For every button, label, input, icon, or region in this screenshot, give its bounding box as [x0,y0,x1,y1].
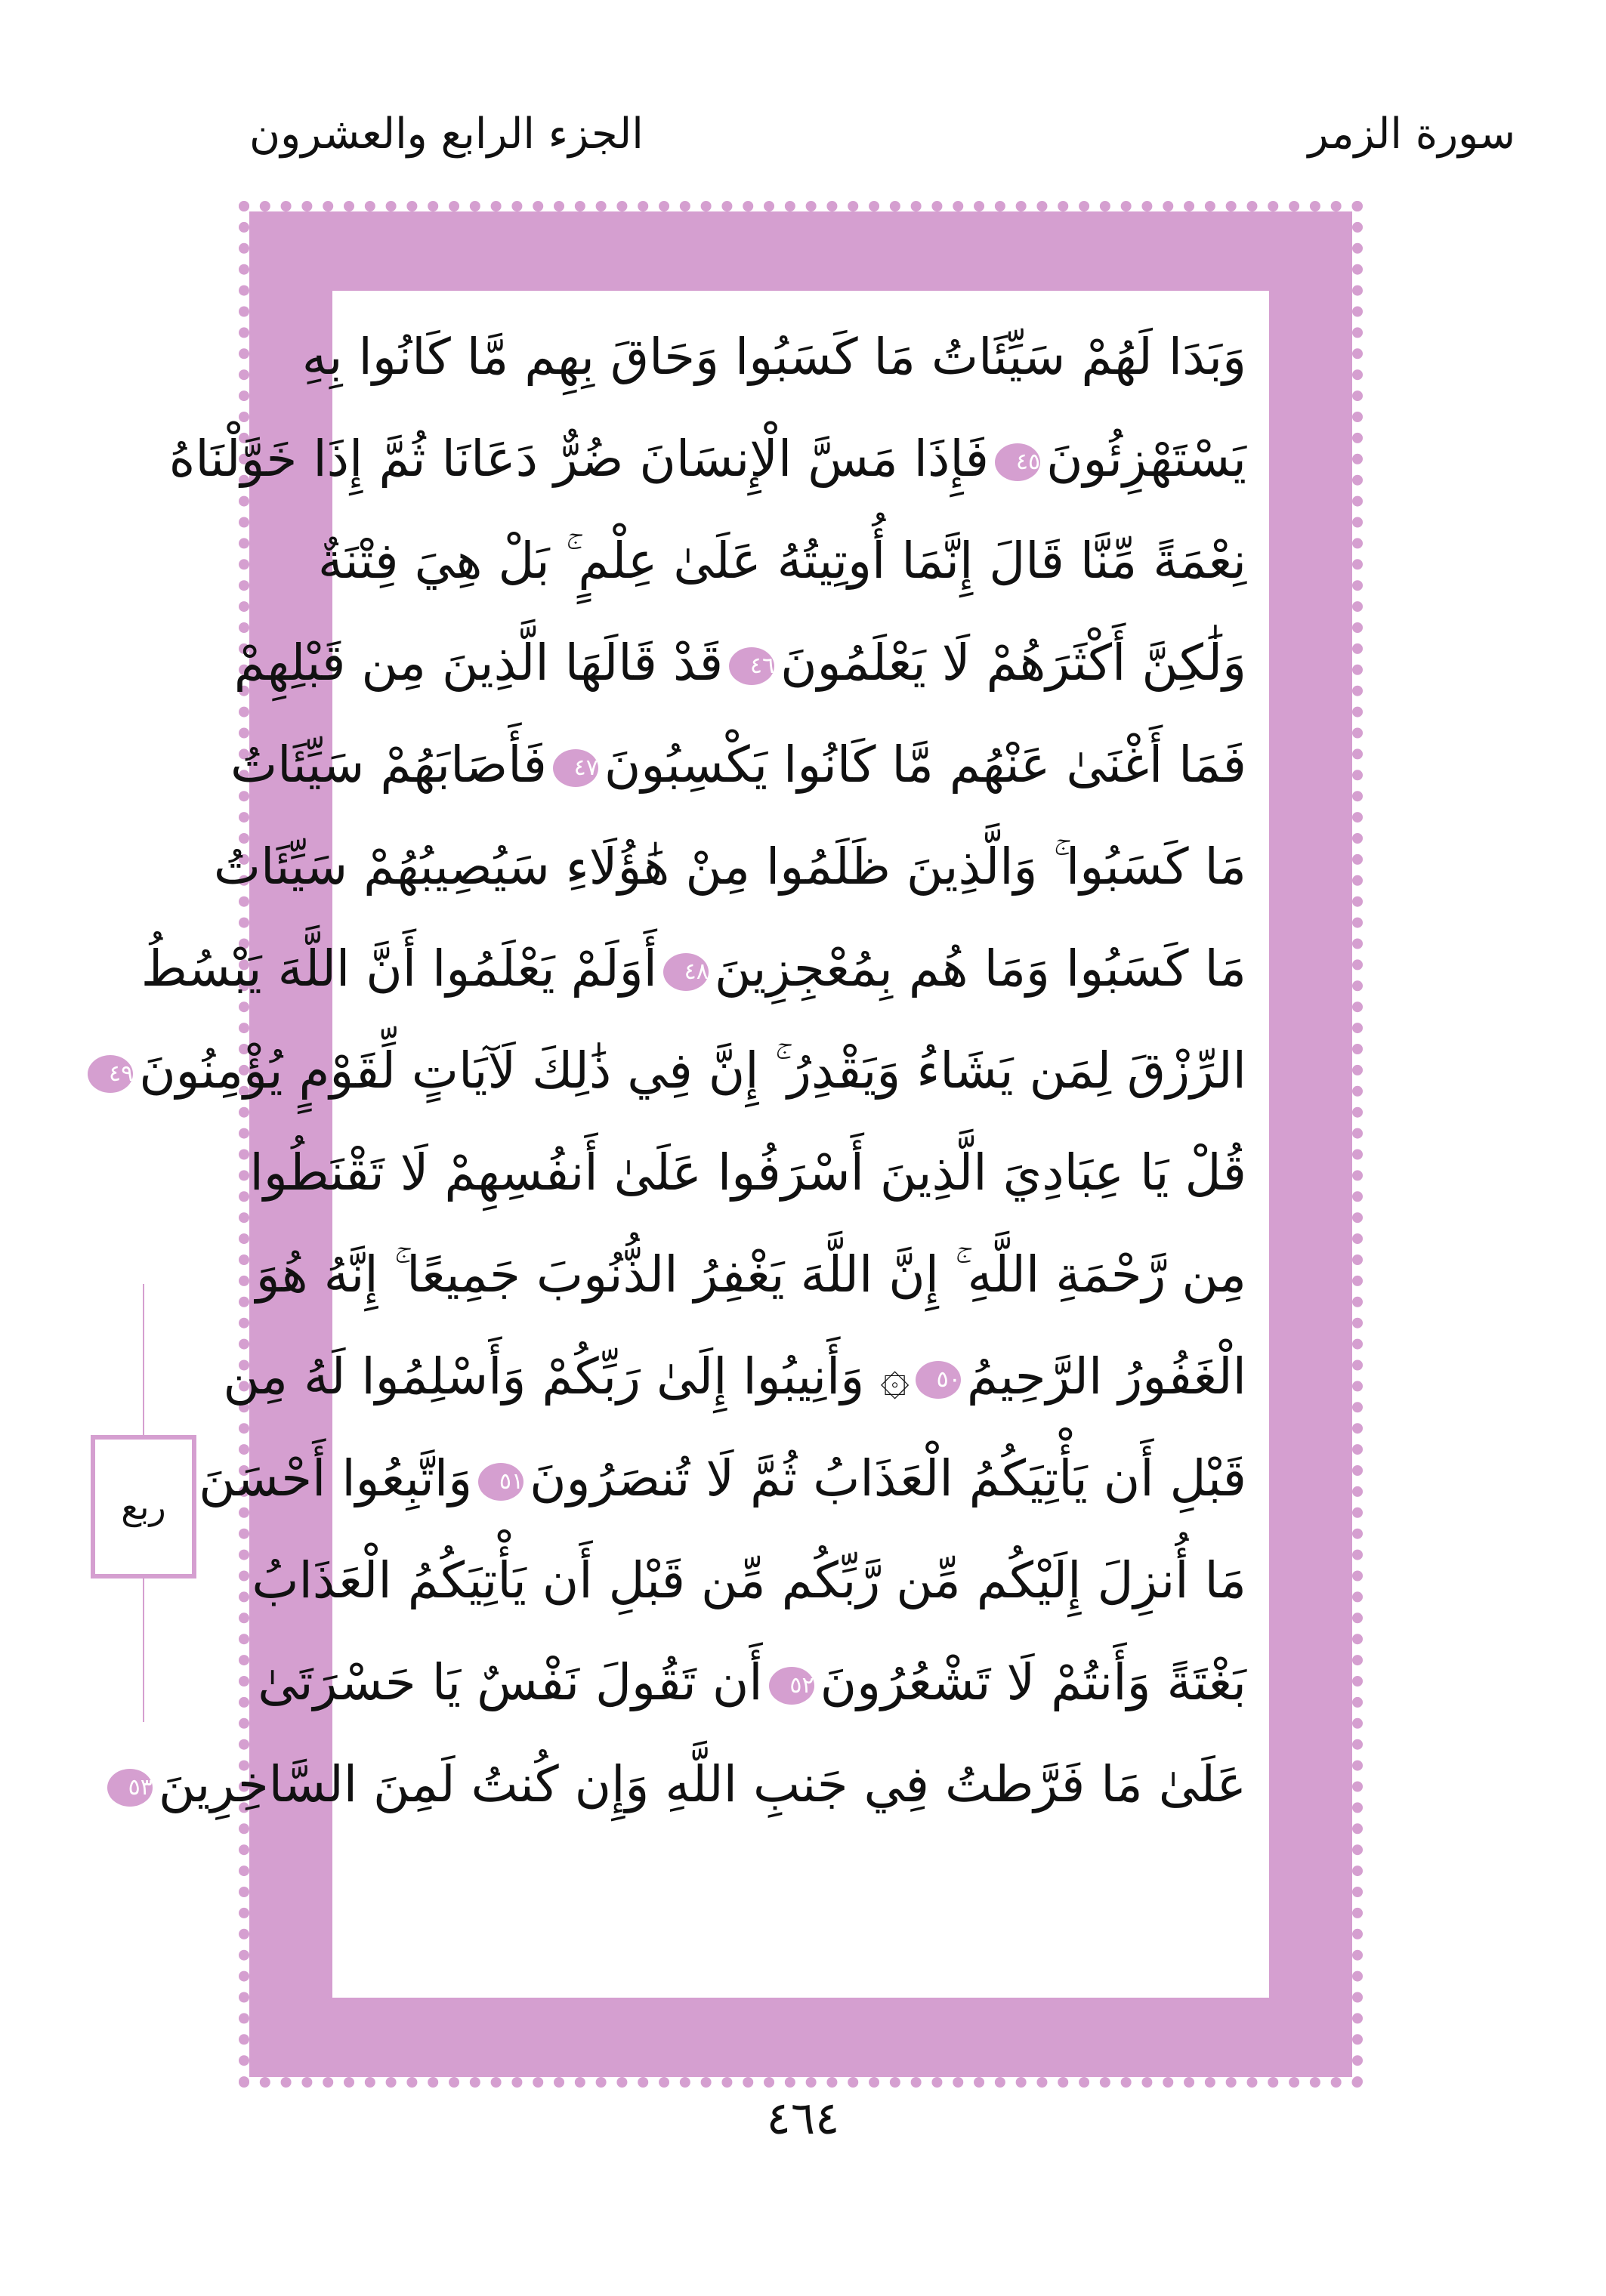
line-text: فَأَصَابَهُمْ سَيِّئَاتُ [230,736,547,794]
text-line [168,408,1246,510]
ayah-number-marker: ٤٥ [995,443,1040,481]
text-line [317,510,1246,612]
text-line [108,1020,1246,1122]
rub-marker [91,1435,196,1578]
text-line [128,1733,1246,1835]
ayah-number-marker: ٥٠ [916,1361,961,1399]
ayah-number-marker: ٤٦ [729,647,774,685]
text-line [255,1224,1246,1325]
text-line [223,1325,1246,1427]
juz-label: الجزء الرابع والعشرون [249,110,644,159]
text-line [233,612,1246,714]
line-text: ۞ وَأَنِيبُوا إِلَىٰ رَبِّكُمْ وَأَسْلِمُوا لَهُ مِن [223,1347,910,1406]
line-text: الرِّزْقَ لِمَن يَشَاءُ وَيَقْدِرُ ۚ إِنَّ فِي ذَٰلِكَ لَآيَاتٍ لِّقَوْمٍ يُؤْمِنُونَ [139,1042,1246,1100]
line-text: أَوَلَمْ يَعْلَمُوا أَنَّ اللَّهَ يَبْسُطُ [141,940,657,998]
rub-label: ربع [121,1486,166,1527]
line-text: يَسْتَهْزِئُونَ [1046,430,1246,488]
ornament-line-bottom [143,1578,144,1722]
ayah-number-marker: ٤٩ [88,1055,133,1093]
line-text: وَلَٰكِنَّ أَكْثَرَهُمْ لَا يَعْلَمُونَ [780,634,1246,692]
line-text: أَن تَقُولَ نَفْسٌ يَا حَسْرَتَىٰ [258,1653,763,1711]
line-text: وَاتَّبِعُوا أَحْسَنَ [199,1449,473,1508]
rub-marker-ornament [91,1284,196,1722]
line-text: فَمَا أَغْنَىٰ عَنْهُم مَّا كَانُوا يَكْسِبُونَ [604,736,1246,794]
text-line [199,1427,1246,1529]
ayah-number-marker: ٥١ [478,1463,523,1501]
surah-label: سورة الزمر [1308,110,1515,159]
line-text: الْغَفُورُ الرَّحِيمُ [966,1347,1246,1406]
line-text: وَبَدَا لَهُمْ سَيِّئَاتُ مَا كَسَبُوا وَحَاقَ بِهِم مَّا كَانُوا بِهِ [301,328,1246,386]
line-text: فَإِذَا مَسَّ الْإِنسَانَ ضُرٌّ دَعَانَا ثُمَّ إِذَا خَوَّلْنَاهُ [168,430,990,488]
line-text: قُلْ يَا عِبَادِيَ الَّذِينَ أَسْرَفُوا عَلَىٰ أَنفُسِهِمْ لَا تَقْنَطُوا [249,1143,1246,1202]
text-line [249,1122,1246,1224]
text-line [230,714,1246,816]
text-line [141,918,1246,1020]
line-text: مَا كَسَبُوا وَمَا هُم بِمُعْجِزِينَ [714,940,1246,998]
ornament-line-top [143,1284,144,1435]
line-text: مِن رَّحْمَةِ اللَّهِ ۚ إِنَّ اللَّهَ يَغْفِرُ الذُّنُوبَ جَمِيعًا ۚ إِنَّهُ هُوَ [255,1245,1246,1304]
ayah-number-marker: ٥٢ [769,1667,814,1705]
line-text: مَا كَسَبُوا ۚ وَالَّذِينَ ظَلَمُوا مِنْ هَٰؤُلَاءِ سَيُصِيبُهُمْ سَيِّئَاتُ [213,838,1246,896]
page-number: ٤٦٤ [766,2092,840,2145]
text-line [258,1631,1246,1733]
line-text: بَغْتَةً وَأَنتُمْ لَا تَشْعُرُونَ [820,1653,1246,1711]
ayah-number-marker: ٤٨ [663,953,709,991]
text-line [301,306,1246,408]
line-text: قَبْلِ أَن يَأْتِيَكُمُ الْعَذَابُ ثُمَّ لَا تُنصَرُونَ [530,1449,1246,1508]
ayah-number-marker: ٥٣ [107,1769,153,1807]
ayah-number-marker: ٤٧ [553,749,598,787]
line-text: قَدْ قَالَهَا الَّذِينَ مِن قَبْلِهِمْ [233,634,724,692]
text-line [213,816,1246,918]
text-line [252,1529,1246,1631]
line-text: عَلَىٰ مَا فَرَّطتُ فِي جَنبِ اللَّهِ وَإِن كُنتُ لَمِنَ السَّاخِرِينَ [158,1755,1246,1813]
line-text: نِعْمَةً مِّنَّا قَالَ إِنَّمَا أُوتِيتُهُ عَلَىٰ عِلْمٍ ۚ بَلْ هِيَ فِتْنَةٌ [317,532,1246,590]
line-text: مَا أُنزِلَ إِلَيْكُم مِّن رَّبِّكُم مِّن قَبْلِ أَن يَأْتِيَكُمُ الْعَذَابُ [252,1551,1246,1609]
